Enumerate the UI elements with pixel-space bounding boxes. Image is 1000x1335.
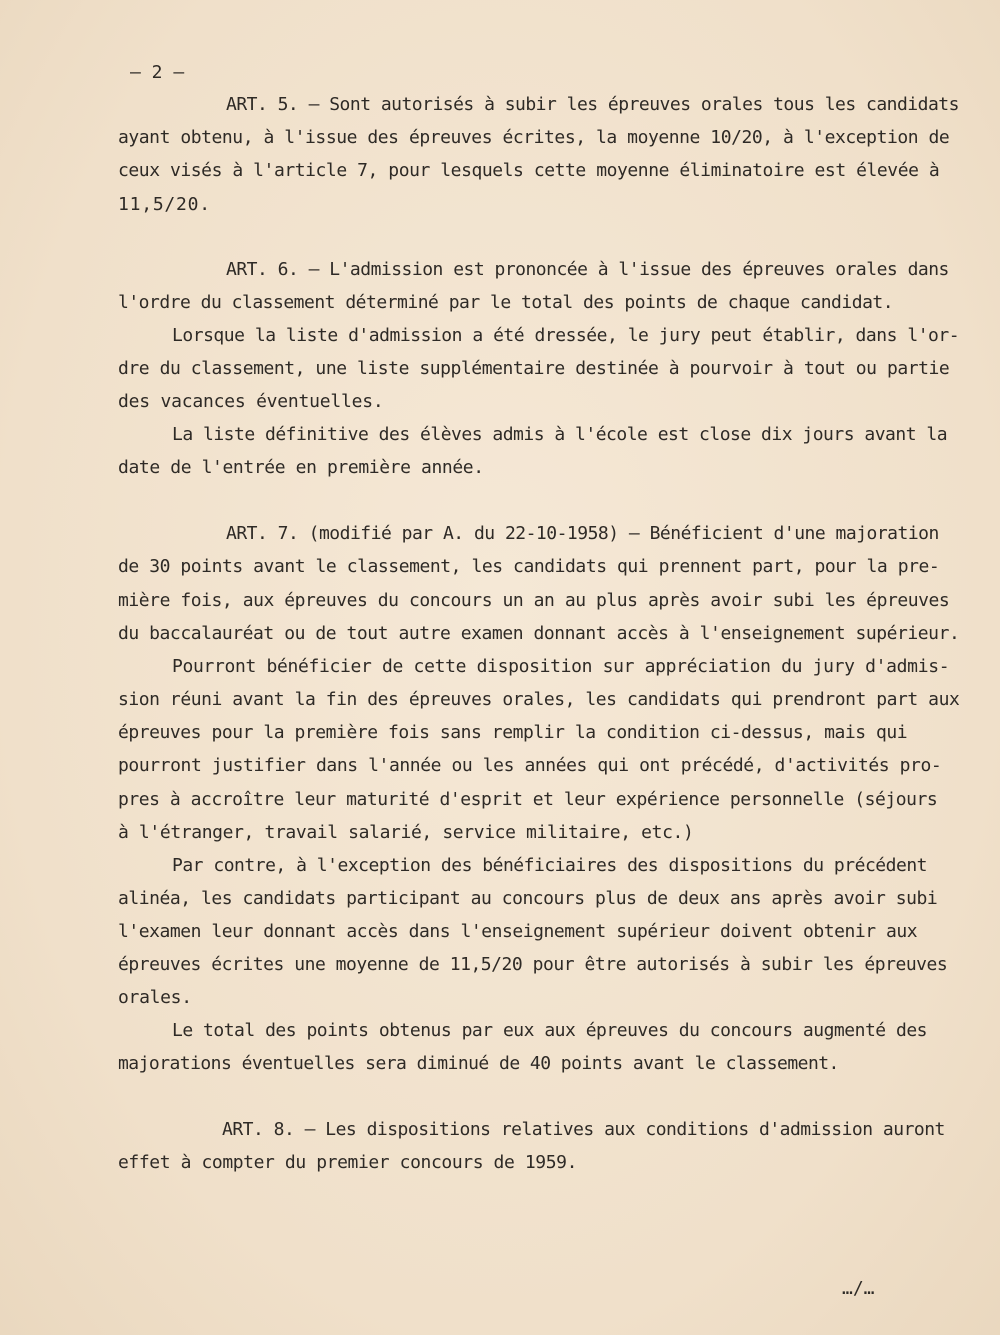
text-line: mière fois, aux épreuves du concours un an au plus après avoir subi les épreuves [118,590,950,611]
text-line: Par contre, à l'exception des bénéficiaires des dispositions du précédent [172,855,928,876]
text-line: Le total des points obtenus par eux aux épreuves du concours augmenté des [172,1020,928,1041]
text-line: ART. 6. – L'admission est prononcée à l'issue des épreuves orales dans [226,259,949,280]
text-line: effet à compter du premier concours de 1959. [118,1152,578,1173]
text-line: Pourront bénéficier de cette disposition sur appréciation du jury d'admis- [172,656,950,677]
text-line: 11,5/20. [118,194,211,215]
text-line: pres à accroître leur maturité d'esprit et leur expérience personnelle (séjours [118,789,938,810]
text-line: La liste définitive des élèves admis à l'école est close dix jours avant la [172,424,948,445]
text-line: à l'étranger, travail salarié, service militaire, etc.) [118,822,694,843]
text-line: ART. 5. – Sont autorisés à subir les épreuves orales tous les candidats [226,94,959,115]
text-line: majorations éventuelles sera diminué de 40 points avant le classement. [118,1053,839,1074]
text-line: Lorsque la liste d'admission a été dressée, le jury peut établir, dans l'or- [172,325,960,346]
text-line: orales. [118,987,192,1008]
continuation-mark: …/… [842,1278,875,1299]
text-line: l'examen leur donnant accès dans l'enseignement supérieur doivent obtenir aux [118,921,918,942]
text-line: épreuves pour la première fois sans remplir la condition ci-dessus, mais qui [118,722,908,743]
text-line: épreuves écrites une moyenne de 11,5/20 pour être autorisés à subir les épreuves [118,954,948,975]
text-line: du baccalauréat ou de tout autre examen donnant accès à l'enseignement supérieur. [118,623,960,644]
text-line: ceux visés à l'article 7, pour lesquels cette moyenne éliminatoire est élevée à [118,160,940,181]
page-number: – 2 – [130,62,185,83]
text-line: de 30 points avant le classement, les candidats qui prennent part, pour la pre- [118,556,940,577]
text-line: ART. 7. (modifié par A. du 22-10-1958) – Bénéficient d'une majoration [226,523,939,544]
text-line: ART. 8. – Les dispositions relatives aux conditions d'admission auront [222,1119,945,1140]
text-line: sion réuni avant la fin des épreuves orales, les candidats qui prendront part aux [118,689,960,710]
text-line: alinéa, les candidats participant au concours plus de deux ans après avoir subi [118,888,938,909]
text-line: pourront justifier dans l'année ou les années qui ont précédé, d'activités pro- [118,755,942,776]
text-line: l'ordre du classement déterminé par le total des points de chaque candidat. [118,292,894,313]
text-line: ayant obtenu, à l'issue des épreuves écrites, la moyenne 10/20, à l'exception de [118,127,950,148]
text-line: date de l'entrée en première année. [118,457,484,478]
text-line: dre du classement, une liste supplémentaire destinée à pourvoir à tout ou partie [118,358,950,379]
text-line: des vacances éventuelles. [118,391,384,412]
